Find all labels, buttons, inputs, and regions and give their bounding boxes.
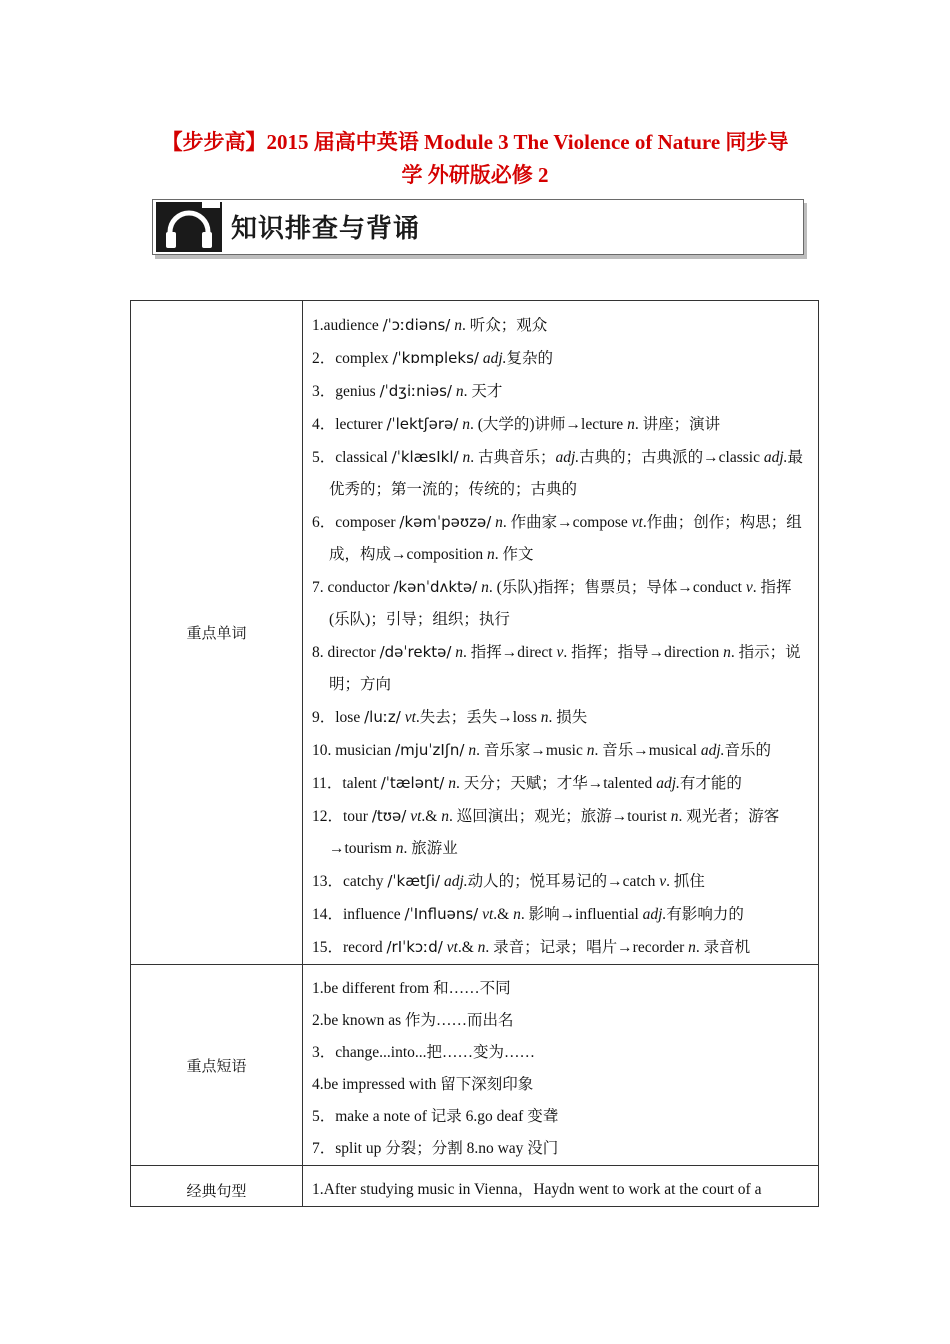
entry-text: . 抓住 (666, 873, 705, 890)
part-of-speech: n (441, 808, 449, 825)
entry-text: 1.be different from 和……不同 (312, 980, 511, 997)
words-content (303, 301, 819, 965)
entry-text: . 天分；天赋；才华→talented (456, 775, 657, 792)
phonetic: /ˈkætʃi/ (387, 872, 441, 890)
phonetic: /ˈɔːdiəns/ (382, 316, 451, 334)
entry-text: .& (457, 939, 478, 956)
words-entry (312, 571, 810, 636)
entry-text: 2．complex (312, 350, 393, 367)
entry-text: . 音乐→musical (594, 742, 701, 759)
part-of-speech: n (448, 775, 456, 792)
entry-text: . (大学的)讲师→lecture (469, 416, 628, 433)
entry-text: . 观光者；游客→tourism (329, 808, 780, 857)
part-of-speech: v (659, 873, 667, 890)
entry-text: 有影响力的 (666, 906, 744, 923)
part-of-speech: n (462, 416, 470, 433)
entry-text: 14．influence (312, 906, 405, 923)
entry-text: 8. director (312, 644, 380, 661)
phonetic: /ˈtælənt/ (380, 774, 445, 792)
entry-text: 15．record (312, 939, 387, 956)
part-of-speech: adj. (443, 873, 468, 890)
phonetic: /tʊə/ (371, 807, 407, 825)
entry-text: 5．make a note of 记录 6.go deaf 变聋 (312, 1108, 559, 1125)
entry-text: 7．split up 分裂；分割 8.no way 没门 (312, 1140, 559, 1157)
part-of-speech: adj. (656, 775, 680, 792)
part-of-speech: n (462, 449, 471, 466)
knowledge-table (130, 300, 819, 1207)
phonetic: /rIˈkɔːd/ (386, 938, 443, 956)
part-of-speech: vt (446, 939, 458, 956)
part-of-speech: vt (410, 808, 422, 825)
sentences-entry (312, 1174, 810, 1206)
part-of-speech: v (556, 644, 564, 661)
entry-text: 7. conductor (312, 579, 394, 596)
entry-text: 11．talent (312, 775, 381, 792)
entry-text: . (乐队)指挥；售票员；导体→conduct (488, 579, 746, 596)
phrases-entry (312, 1101, 810, 1133)
phrases-entry (312, 1005, 810, 1037)
entry-text: 12．tour (312, 808, 372, 825)
words-entry (312, 506, 810, 571)
part-of-speech: n (723, 644, 731, 661)
entry-text: . 音乐家→music (476, 742, 587, 759)
entry-text: 最优秀的；第一流的；传统的；古典的 (329, 449, 804, 498)
entry-text: . 古典音乐； (470, 449, 556, 466)
phrases-entry (312, 973, 810, 1005)
entry-text: . 录音机 (695, 939, 751, 956)
title-line-1: 【步步高】2015 届高中英语 Module 3 The Violence of Nature 同步导 (161, 130, 789, 154)
entry-text: . 录音；记录；唱片→recorder (485, 939, 689, 956)
phonetic: /ˈInfluəns/ (404, 905, 479, 923)
entry-text: 6．composer (312, 514, 400, 531)
entry-text: 2.be known as 作为……而出名 (312, 1012, 514, 1029)
part-of-speech: adj. (482, 350, 507, 367)
entry-text: . 指示；说明；方向 (329, 644, 801, 693)
phrases-row (131, 965, 819, 1166)
entry-text: . 指挥→direct (463, 644, 557, 661)
entry-text: . 损失 (548, 709, 588, 726)
entry-text: 复杂的 (506, 350, 554, 367)
part-of-speech: v (745, 579, 753, 596)
phonetic: /dəˈrektə/ (379, 643, 452, 661)
entry-text: . 天才 (463, 383, 503, 400)
phrases-entry (312, 1037, 810, 1069)
words-entry (312, 636, 810, 701)
headphones-icon (156, 202, 222, 252)
entry-text: 5．classical (312, 449, 392, 466)
entry-text: 音乐的 (724, 742, 772, 759)
phonetic: /ˈlektʃərə/ (386, 415, 459, 433)
entry-text: . 听众；观众 (461, 317, 548, 334)
phrases-entry (312, 1069, 810, 1101)
part-of-speech: adj. (700, 742, 725, 759)
entry-text: . 讲座；演讲 (634, 416, 721, 433)
entry-text: 3．genius (312, 383, 380, 400)
part-of-speech: n (468, 742, 477, 759)
entry-text: 4．lecturer (312, 416, 387, 433)
words-label: 重点单词 (131, 301, 303, 965)
part-of-speech: n (455, 644, 464, 661)
entry-text: . 指挥；指导→direction (563, 644, 724, 661)
phonetic: /kəmˈpəʊzə/ (399, 513, 492, 531)
words-entry (312, 342, 810, 375)
entry-text: .失去；丢失→loss (415, 709, 541, 726)
entry-text: . 影响→influential (520, 906, 643, 923)
words-entry (312, 309, 810, 342)
part-of-speech: n (395, 840, 404, 857)
words-entry (312, 800, 810, 865)
banner-title: 知识排查与背诵 (231, 214, 421, 244)
sentences-label: 经典句型 (131, 1166, 303, 1207)
part-of-speech: n (454, 317, 462, 334)
section-banner (152, 199, 804, 255)
document-title (130, 126, 820, 192)
phonetic: /ˈdʒiːniəs/ (379, 382, 452, 400)
entry-text: 9．lose (312, 709, 365, 726)
part-of-speech: n (487, 546, 495, 563)
part-of-speech: vt (482, 906, 494, 923)
phonetic: /ˈkɒmpleks/ (392, 349, 479, 367)
entry-text: 动人的；悦耳易记的→catch (467, 873, 660, 890)
entry-text: 13．catchy (312, 873, 388, 890)
part-of-speech: n (455, 383, 464, 400)
entry-text: .& (421, 808, 442, 825)
phonetic: /kənˈdʌktə/ (393, 578, 478, 596)
sentences-content (303, 1166, 819, 1207)
part-of-speech: n (477, 939, 486, 956)
entry-text: . 巡回演出；观光；旅游→tourist (448, 808, 671, 825)
phrases-entry (312, 1133, 810, 1165)
sentences-row (131, 1166, 819, 1207)
words-entry (312, 701, 810, 734)
words-entry (312, 375, 810, 408)
phonetic: /mjuˈzIʃn/ (395, 741, 465, 759)
part-of-speech: n (670, 808, 679, 825)
words-entry (312, 734, 810, 767)
words-entry (312, 408, 810, 441)
part-of-speech: adj. (555, 449, 580, 466)
phrases-content (303, 965, 819, 1166)
entry-text: 古典的；古典派的→classic (579, 449, 764, 466)
words-entry (312, 865, 810, 898)
title-line-2: 学 外研版必修 2 (401, 163, 549, 187)
words-entry (312, 898, 810, 931)
part-of-speech: vt (404, 709, 416, 726)
phonetic: /ˈklæsIkl/ (391, 448, 459, 466)
phrases-label: 重点短语 (131, 965, 303, 1166)
part-of-speech: n (540, 709, 549, 726)
entry-text: 4.be impressed with 留下深刻印象 (312, 1076, 534, 1093)
part-of-speech: n (495, 514, 503, 531)
entry-text: . 指挥(乐队)；引导；组织；执行 (329, 579, 792, 628)
part-of-speech: n (586, 742, 595, 759)
entry-text: . 旅游业 (403, 840, 458, 857)
part-of-speech: n (481, 579, 489, 596)
entry-text: 1.After studying music in Vienna，Haydn went to work at the court of a (312, 1181, 762, 1198)
words-entry (312, 441, 810, 506)
entry-text: .& (493, 906, 514, 923)
part-of-speech: n (688, 939, 696, 956)
words-entry (312, 931, 810, 964)
entry-text: 有才能的 (679, 775, 742, 792)
part-of-speech: adj. (763, 449, 788, 466)
part-of-speech: n (627, 416, 635, 433)
part-of-speech: adj. (642, 906, 667, 923)
entry-text: 3．change...into...把……变为…… (312, 1044, 536, 1061)
entry-text: . 作文 (494, 546, 534, 563)
entry-text: 1.audience (312, 317, 383, 334)
entry-text: 10. musician (312, 742, 396, 759)
entry-text: . 作曲家→compose (502, 514, 632, 531)
part-of-speech: n (513, 906, 521, 923)
part-of-speech: vt (631, 514, 643, 531)
phonetic: /luːz/ (364, 708, 401, 726)
words-row (131, 301, 819, 965)
entry-text: .作曲；创作；构思；组成，构成→composition (329, 514, 802, 563)
words-entry (312, 767, 810, 800)
